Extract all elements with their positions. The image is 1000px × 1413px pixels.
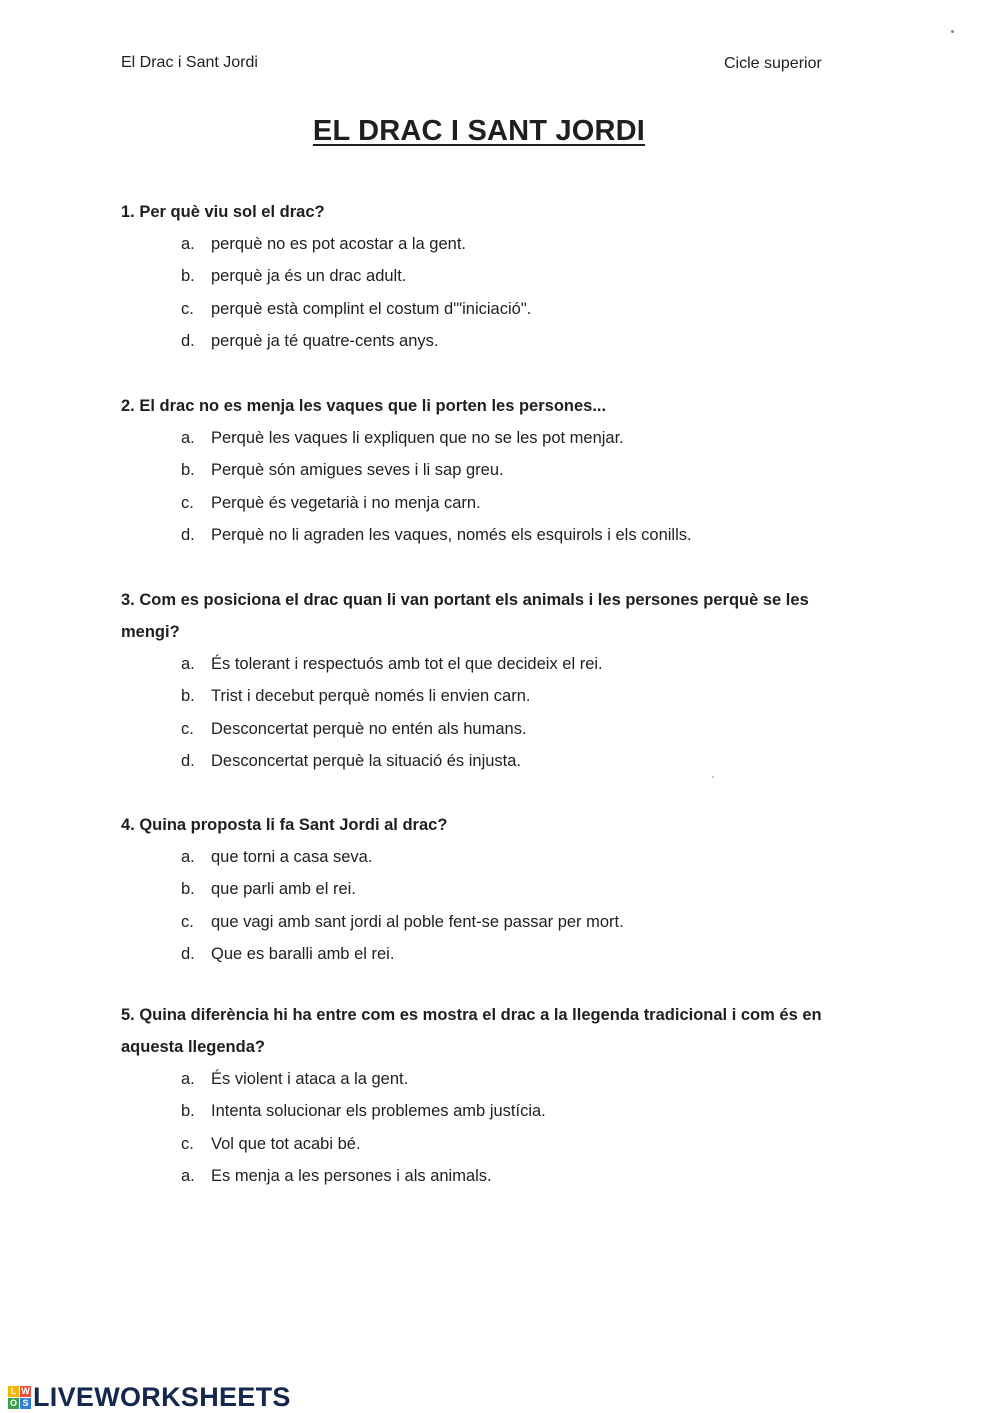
option-letter: c. <box>181 912 194 931</box>
logo-brand-text: LIVEWORKSHEETS <box>33 1382 291 1412</box>
option-item[interactable] <box>181 1063 861 1095</box>
option-text: Desconcertat perquè la situació és injusta. <box>211 751 522 770</box>
option-item[interactable] <box>181 680 861 712</box>
option-list <box>121 228 861 357</box>
option-text: Trist i decebut perquè només li envien carn. <box>211 687 531 706</box>
option-letter: b. <box>181 267 195 286</box>
question-3 <box>121 584 861 777</box>
logo-cell: S <box>20 1398 31 1409</box>
header-left-title: El Drac i Sant Jordi <box>121 54 258 71</box>
option-letter: a. <box>181 1166 195 1185</box>
option-item[interactable] <box>181 454 861 486</box>
option-letter: c. <box>181 1134 194 1153</box>
option-letter: b. <box>181 687 195 706</box>
option-text: És violent i ataca a la gent. <box>211 1070 409 1088</box>
option-letter: c. <box>181 719 194 738</box>
option-text: que vagi amb sant jordi al poble fent-se passar per mort. <box>211 912 624 931</box>
liveworksheets-logo[interactable] <box>8 1382 291 1413</box>
option-letter: c. <box>181 493 194 512</box>
option-text: que torni a casa seva. <box>211 848 373 866</box>
option-item[interactable] <box>181 938 861 970</box>
option-text: perquè està complint el costum d'"iniciació". <box>211 299 532 318</box>
option-text: que parli amb el rei. <box>211 880 356 899</box>
option-letter: a. <box>181 1070 195 1088</box>
option-letter: a. <box>181 429 195 447</box>
option-text: Que es baralli amb el rei. <box>211 944 395 963</box>
logo-cell: W <box>21 1386 30 1396</box>
option-letter: d. <box>181 525 195 544</box>
option-text: Desconcertat perquè no entén als humans. <box>211 719 527 738</box>
scan-speck <box>712 776 714 778</box>
question-5 <box>121 999 861 1192</box>
option-text: Perquè són amigues seves i li sap greu. <box>211 461 504 480</box>
option-item[interactable] <box>181 325 861 357</box>
logo-grid-icon <box>8 1386 31 1409</box>
question-4 <box>121 809 861 970</box>
question-text: 3. Com es posiciona el drac quan li van portant els animals i les persones perquè se les mengi? <box>121 591 809 641</box>
option-item[interactable] <box>181 745 861 777</box>
option-letter: d. <box>181 331 195 350</box>
option-item[interactable] <box>181 1095 861 1127</box>
option-letter: d. <box>181 944 195 963</box>
question-text: 4. Quina proposta li fa Sant Jordi al drac? <box>121 816 448 834</box>
option-item[interactable] <box>181 906 861 938</box>
option-item[interactable] <box>181 293 861 325</box>
option-item[interactable] <box>181 1160 861 1192</box>
option-text: perquè ja té quatre-cents anys. <box>211 331 439 350</box>
option-item[interactable] <box>181 422 861 454</box>
option-item[interactable] <box>181 487 861 519</box>
option-text: Perquè no li agraden les vaques, només els esquirols i els conills. <box>211 525 692 544</box>
question-2 <box>121 390 861 551</box>
option-text: Perquè és vegetarià i no menja carn. <box>211 493 481 512</box>
option-letter: b. <box>181 1102 195 1121</box>
option-item[interactable] <box>181 260 861 292</box>
option-letter: a. <box>181 848 195 866</box>
option-list <box>121 1063 861 1192</box>
option-item[interactable] <box>181 228 861 260</box>
page-title: EL DRAC I SANT JORDI <box>312 115 646 147</box>
option-item[interactable] <box>181 713 861 745</box>
option-text: Perquè les vaques li expliquen que no se les pot menjar. <box>211 429 624 447</box>
option-letter: b. <box>181 461 195 480</box>
logo-cell: O <box>9 1398 17 1408</box>
question-text: 5. Quina diferència hi ha entre com es mostra el drac a la llegenda tradicional i com és en aquesta llegenda? <box>121 1006 822 1056</box>
option-text: És tolerant i respectuós amb tot el que decideix el rei. <box>211 655 603 673</box>
option-list <box>121 422 861 551</box>
option-list <box>121 841 861 970</box>
option-item[interactable] <box>181 519 861 551</box>
option-text: Intenta solucionar els problemes amb justícia. <box>211 1102 546 1121</box>
option-item[interactable] <box>181 841 861 873</box>
logo-cell: L <box>8 1386 19 1397</box>
option-letter: d. <box>181 751 195 770</box>
option-item[interactable] <box>181 873 861 905</box>
option-text: Vol que tot acabi bé. <box>211 1134 361 1153</box>
option-letter: a. <box>181 655 195 673</box>
option-item[interactable] <box>181 1128 861 1160</box>
option-text: perquè ja és un drac adult. <box>211 267 407 286</box>
option-item[interactable] <box>181 648 861 680</box>
question-text: 2. El drac no es menja les vaques que li porten les persones... <box>121 397 607 415</box>
option-letter: a. <box>181 235 195 253</box>
question-1 <box>121 196 861 357</box>
scan-speck <box>951 30 954 33</box>
option-text: perquè no es pot acostar a la gent. <box>211 235 467 253</box>
question-text: 1. Per què viu sol el drac? <box>121 203 325 221</box>
header-right-level: Cicle superior <box>724 55 822 72</box>
option-letter: b. <box>181 880 195 899</box>
option-letter: c. <box>181 299 194 318</box>
option-list <box>121 648 861 777</box>
option-text: Es menja a les persones i als animals. <box>211 1166 492 1185</box>
